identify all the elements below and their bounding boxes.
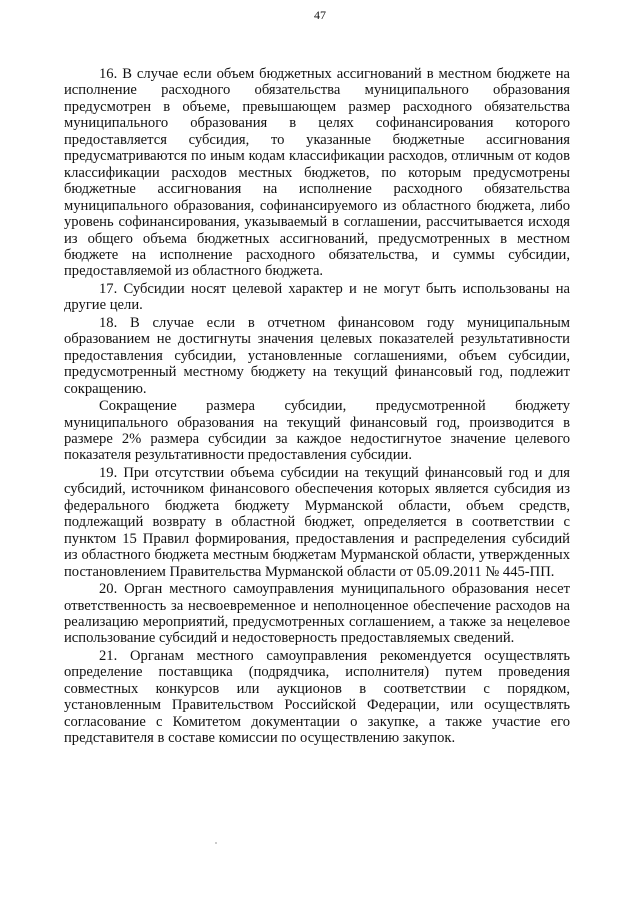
paragraph-18-reduction: Сокращение размера субсидии, предусмотренной бюджету муниципального образования на текущий финансовый год, производится в размере 2% размера субсидии за каждое недостигнутое значение целевого показателя результативности предоставления субсидии.	[64, 398, 570, 464]
document-body	[64, 66, 570, 747]
paragraph-17: 17. Субсидии носят целевой характер и не могут быть использованы на другие цели.	[64, 280, 570, 314]
paragraph-16: 16. В случае если объем бюджетных ассигнований в местном бюджете на исполнение расходного обязательства муниципального образования предусмотрен в объеме, превышающем размер расходного обязательства муниципального образования в целях софинансирования которого предоставляется субсидия, то указанные бюджетные ассигнования предусматриваются по иным кодам классификации расходов, отличным от кодов классификации расходов местных бюджетов, по которым предусмотрены бюджетные ассигнования на исполнение расходного обязательства муниципального образования, софинансируемого из областного бюджета, либо уровень софинансирования, указываемый в соглашении, рассчитывается исходя из общего объема бюджетных ассигнований, предусмотренных в местном бюджете на исполнение расходного обязательства, и суммы субсидии, предоставляемой из областного бюджета.	[64, 66, 570, 280]
scan-speck	[215, 842, 217, 844]
paragraph-21: 21. Органам местного самоуправления рекомендуется осуществлять определение поставщика (подрядчика, исполнителя) путем проведения совместных конкурсов или аукционов в соответствии с порядком, установленным Правительством Российской Федерации, или осуществлять согласование с Комитетом документации о закупке, а также участие его представителя в составе комиссии по осуществлению закупок.	[64, 647, 570, 747]
paragraph-19: 19. При отсутствии объема субсидии на текущий финансовый год и для субсидий, источником финансового обеспечения которых является субсидия из федерального бюджета бюджету Мурманской области, объем средств, подлежащий возврату в областной бюджет, определяется в соответствии с пунктом 15 Правил формирования, предоставления и распределения субсидий из областного бюджета местным бюджетам Мурманской области, утвержденных постановлением Правительства Мурманской области от 05.09.2011 № 445-ПП.	[64, 464, 570, 580]
page-number: 47	[314, 8, 326, 22]
paragraph-18: 18. В случае если в отчетном финансовом году муниципальным образованием не достигнуты значения целевых показателей результативности предоставления субсидии, установленные соглашениями, объем субсидии, предусмотренный местному бюджету на текущий финансовый год, подлежит сокращению.	[64, 314, 570, 397]
paragraph-20: 20. Орган местного самоуправления муниципального образования несет ответственность за несвоевременное и неполноценное обеспечение расходов на реализацию мероприятий, предусмотренных соглашением, а также за нецелевое использование субсидий и недостоверность предоставляемых сведений.	[64, 581, 570, 647]
